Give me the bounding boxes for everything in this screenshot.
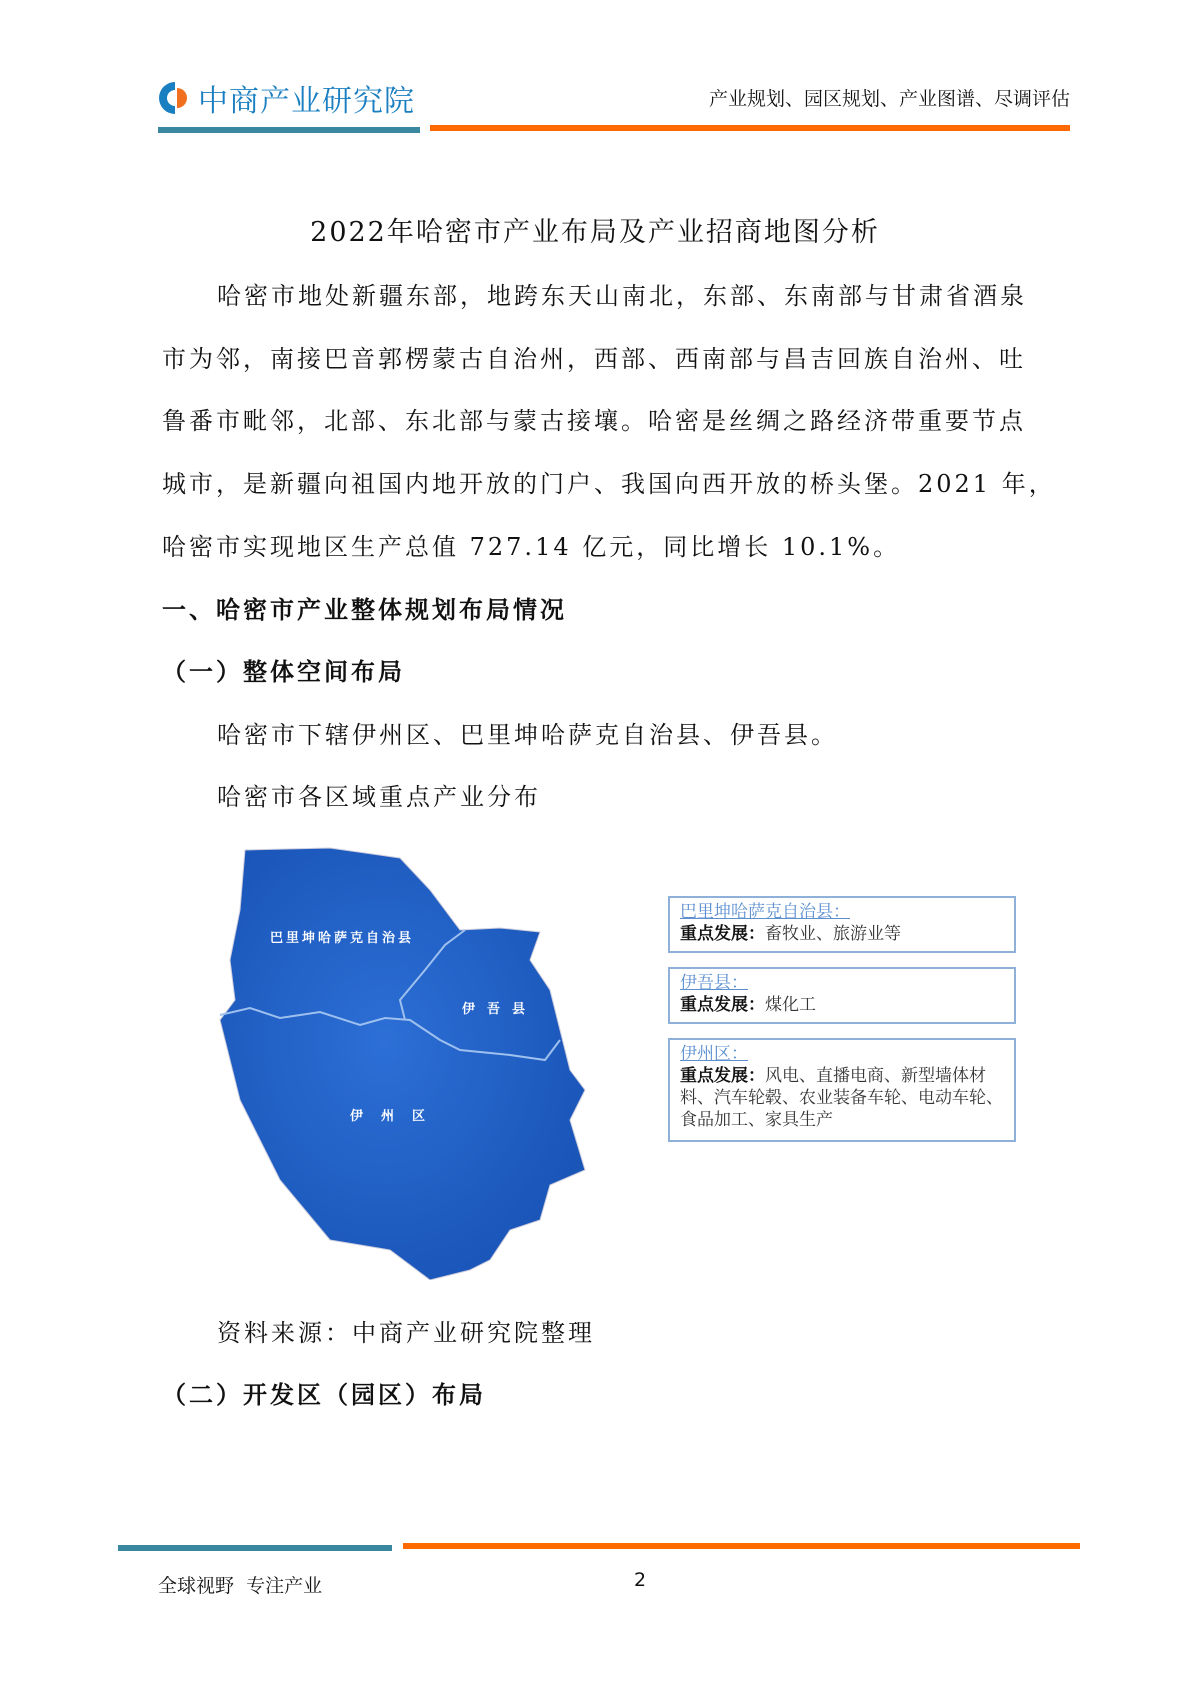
section-heading: 一、哈密市产业整体规划布局情况: [162, 595, 567, 624]
key-label: 重点发展：: [680, 924, 765, 944]
key-label: 重点发展：: [680, 995, 765, 1015]
header-divider-orange: [430, 125, 1070, 131]
legend-box-balikun: [668, 896, 1016, 953]
intro-line: 鲁番市毗邻，北部、东北部与蒙古接壤。哈密是丝绸之路经济带重要节点: [162, 407, 1026, 435]
map-label-balikun: 巴里坤哈萨克自治县: [270, 931, 415, 946]
map-label-yizhou: 伊州区: [350, 1109, 444, 1124]
page-title: 2022年哈密市产业布局及产业招商地图分析: [310, 217, 880, 248]
source-note: 资料来源：中商产业研究院整理: [217, 1319, 595, 1347]
legend-box-yizhou: [668, 1038, 1016, 1142]
region-name: 伊吾县：: [680, 973, 748, 993]
header-tagline: 产业规划、园区规划、产业图谱、尽调评估: [708, 88, 1070, 110]
key-label: 重点发展：: [680, 1066, 765, 1086]
intro-line: 市为邻，南接巴音郭楞蒙古自治州，西部、西南部与昌吉回族自治州、吐: [162, 345, 1026, 373]
footer-divider-orange: [403, 1543, 1080, 1549]
key-value: 风电、直播电商、新型墙体材料、汽车轮毂、农业装备车轮、电动车轮、食品加工、家具生产: [680, 1066, 1003, 1130]
map-caption: 哈密市各区域重点产业分布: [217, 783, 541, 811]
subsection-heading: （二）开发区（园区）布局: [162, 1380, 486, 1409]
map-region: [220, 848, 585, 1280]
region-name: 伊州区：: [680, 1044, 748, 1064]
logo-text: 中商产业研究院: [198, 84, 415, 119]
key-value: 煤化工: [765, 995, 816, 1015]
subsection-heading: （一）整体空间布局: [162, 657, 405, 686]
page-number: 2: [634, 1569, 647, 1591]
map-label-yiwu: 伊吾县: [462, 1002, 538, 1017]
region-name: 巴里坤哈萨克自治县：: [680, 902, 850, 922]
logo-icon: [158, 80, 192, 116]
body-text: 哈密市下辖伊州区、巴里坤哈萨克自治县、伊吾县。: [217, 721, 838, 749]
logo: [158, 76, 415, 120]
footer-slogan: 全球视野 专注产业: [158, 1575, 323, 1597]
intro-line: 哈密市实现地区生产总值 727.14 亿元，同比增长 10.1%。: [162, 533, 901, 561]
intro-line: 哈密市地处新疆东部，地跨东天山南北，东部、东南部与甘肃省酒泉: [217, 282, 1027, 310]
intro-line: 城市，是新疆向祖国内地开放的门户、我国向西开放的桥头堡。2021 年，: [162, 470, 1056, 498]
hami-map: [210, 840, 620, 1280]
header-divider-teal: [158, 127, 420, 133]
key-value: 畜牧业、旅游业等: [765, 924, 901, 944]
footer-divider-teal: [118, 1545, 392, 1551]
legend-box-yiwu: [668, 967, 1016, 1024]
